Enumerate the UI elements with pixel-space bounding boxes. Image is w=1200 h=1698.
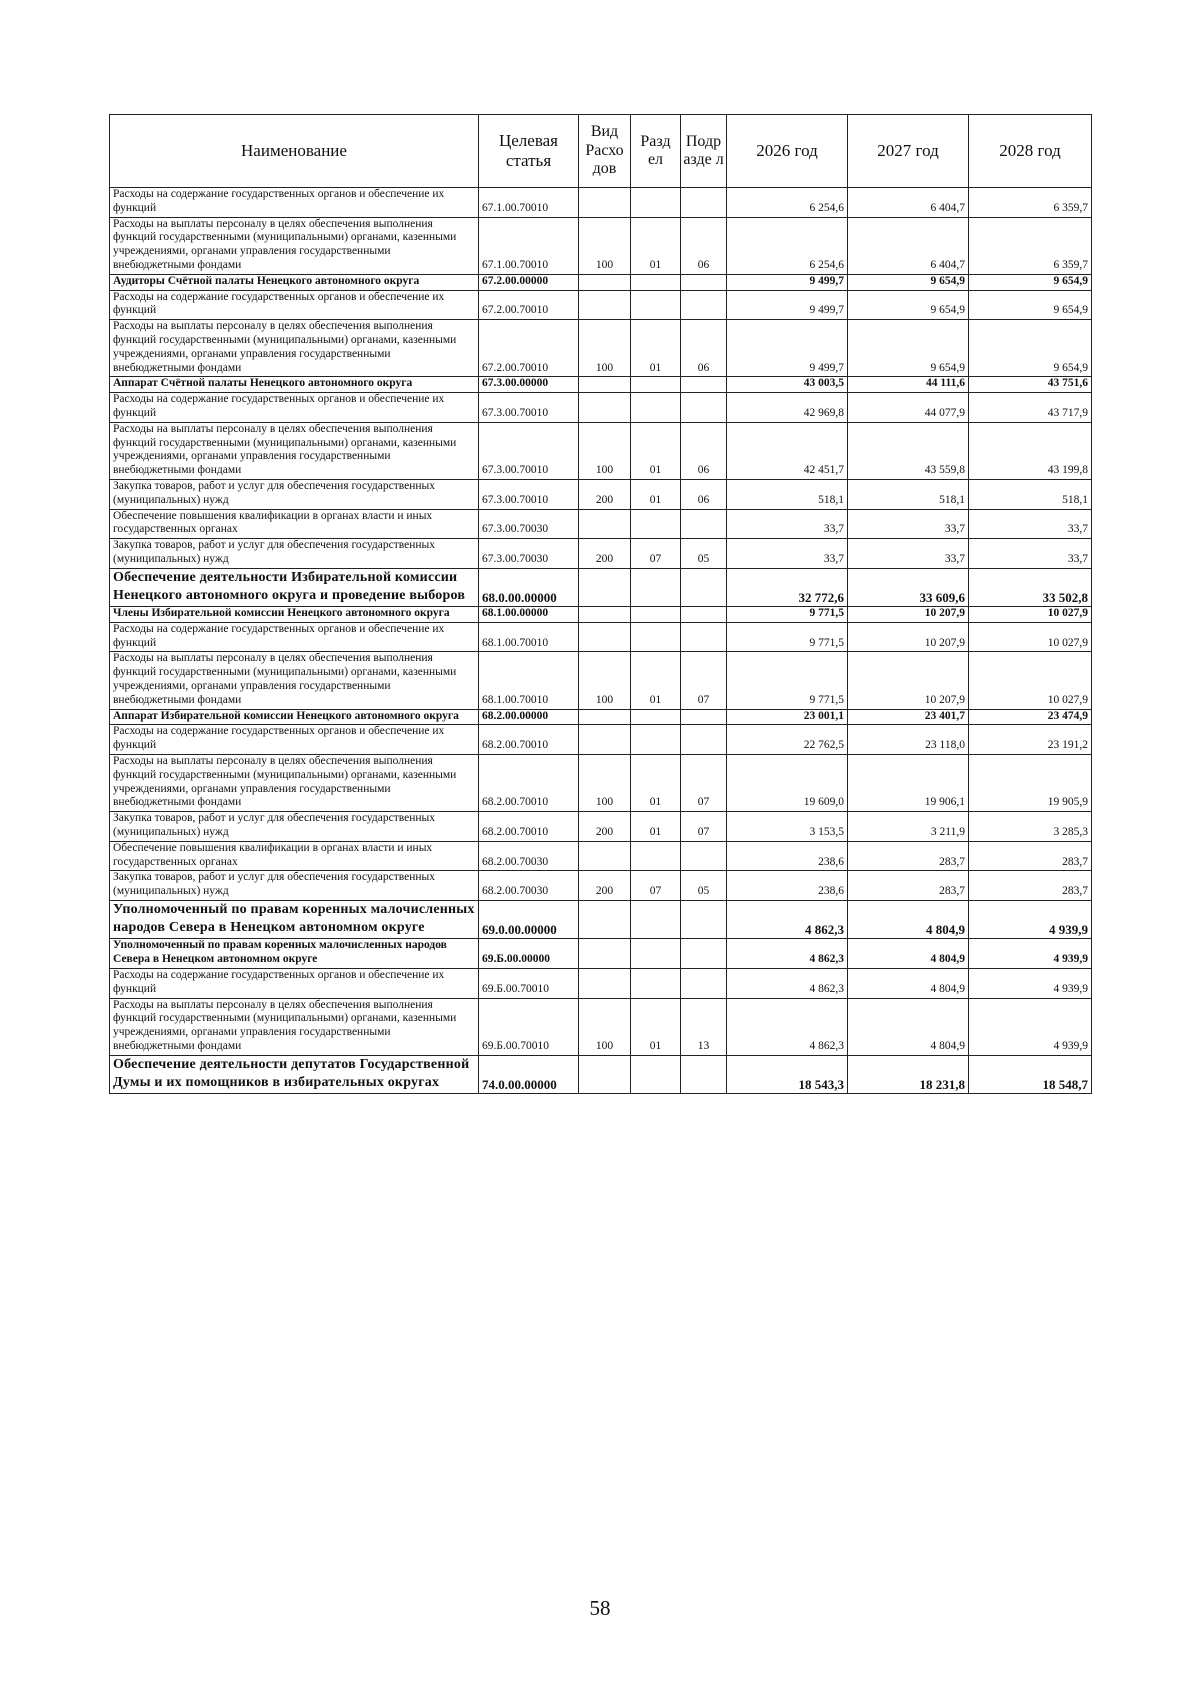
table-row bbox=[110, 568, 1092, 606]
cell-subsection bbox=[681, 725, 727, 755]
cell-name: Обеспечение повышения квалификации в органах власти и иных государственных органах bbox=[110, 509, 479, 539]
cell-section bbox=[631, 274, 681, 290]
cell-2028: 4 939,9 bbox=[969, 939, 1092, 969]
table-row bbox=[110, 725, 1092, 755]
cell-name: Расходы на выплаты персоналу в целях обеспечения выполнения функций государственными (муниципальными) органами, казенными учреждениями, органами управления государственными внебюджетными фондами bbox=[110, 998, 479, 1055]
cell-target: 67.3.00.70010 bbox=[479, 422, 579, 479]
cell-2027: 10 207,9 bbox=[848, 607, 969, 623]
cell-section: 01 bbox=[631, 479, 681, 509]
cell-kind bbox=[579, 274, 631, 290]
table-row bbox=[110, 509, 1092, 539]
cell-name: Закупка товаров, работ и услуг для обеспечения государственных (муниципальных) нужд bbox=[110, 812, 479, 842]
header-target: Целевая статья bbox=[479, 115, 579, 188]
cell-target: 69.0.00.00000 bbox=[479, 901, 579, 939]
cell-2027: 10 207,9 bbox=[848, 622, 969, 652]
cell-2026: 4 862,3 bbox=[727, 939, 848, 969]
cell-2028: 33,7 bbox=[969, 539, 1092, 569]
cell-name: Расходы на выплаты персоналу в целях обеспечения выполнения функций государственными (муниципальными) органами, казенными учреждениями, органами управления государственными внебюджетными фондами bbox=[110, 422, 479, 479]
cell-section bbox=[631, 188, 681, 218]
cell-kind: 100 bbox=[579, 652, 631, 709]
table-header-row bbox=[110, 115, 1092, 188]
table-row bbox=[110, 479, 1092, 509]
cell-kind: 200 bbox=[579, 479, 631, 509]
cell-2026: 6 254,6 bbox=[727, 188, 848, 218]
cell-kind bbox=[579, 901, 631, 939]
cell-subsection: 06 bbox=[681, 422, 727, 479]
cell-2028: 283,7 bbox=[969, 841, 1092, 871]
cell-2028: 6 359,7 bbox=[969, 217, 1092, 274]
cell-kind bbox=[579, 709, 631, 725]
cell-subsection: 07 bbox=[681, 652, 727, 709]
cell-2028: 43 751,6 bbox=[969, 377, 1092, 393]
table-row bbox=[110, 422, 1092, 479]
cell-2027: 9 654,9 bbox=[848, 320, 969, 377]
cell-subsection bbox=[681, 188, 727, 218]
cell-section bbox=[631, 377, 681, 393]
cell-2027: 6 404,7 bbox=[848, 217, 969, 274]
cell-name: Расходы на выплаты персоналу в целях обеспечения выполнения функций государственными (муниципальными) органами, казенными учреждениями, органами управления государственными внебюджетными фондами bbox=[110, 652, 479, 709]
cell-target: 68.0.00.00000 bbox=[479, 568, 579, 606]
cell-section bbox=[631, 607, 681, 623]
cell-2027: 44 077,9 bbox=[848, 393, 969, 423]
table-body bbox=[110, 188, 1092, 1094]
table-row bbox=[110, 622, 1092, 652]
cell-2026: 9 771,5 bbox=[727, 607, 848, 623]
cell-2028: 10 027,9 bbox=[969, 622, 1092, 652]
cell-2026: 42 969,8 bbox=[727, 393, 848, 423]
cell-target: 68.1.00.70010 bbox=[479, 652, 579, 709]
cell-kind bbox=[579, 393, 631, 423]
cell-2028: 43 199,8 bbox=[969, 422, 1092, 479]
cell-target: 68.2.00.70030 bbox=[479, 871, 579, 901]
cell-2027: 4 804,9 bbox=[848, 939, 969, 969]
cell-subsection bbox=[681, 901, 727, 939]
table-row bbox=[110, 274, 1092, 290]
cell-2026: 4 862,3 bbox=[727, 998, 848, 1055]
cell-2027: 44 111,6 bbox=[848, 377, 969, 393]
cell-2026: 33,7 bbox=[727, 539, 848, 569]
cell-subsection: 06 bbox=[681, 479, 727, 509]
cell-name: Расходы на выплаты персоналу в целях обеспечения выполнения функций государственными (муниципальными) органами, казенными учреждениями, органами управления государственными внебюджетными фондами bbox=[110, 217, 479, 274]
cell-target: 74.0.00.00000 bbox=[479, 1055, 579, 1093]
header-2027: 2027 год bbox=[848, 115, 969, 188]
cell-2027: 4 804,9 bbox=[848, 998, 969, 1055]
cell-name: Расходы на содержание государственных органов и обеспечение их функций bbox=[110, 188, 479, 218]
cell-2027: 33 609,6 bbox=[848, 568, 969, 606]
cell-subsection: 06 bbox=[681, 217, 727, 274]
cell-2027: 43 559,8 bbox=[848, 422, 969, 479]
cell-2026: 9 771,5 bbox=[727, 622, 848, 652]
cell-target: 68.1.00.70010 bbox=[479, 622, 579, 652]
cell-target: 67.2.00.70010 bbox=[479, 320, 579, 377]
header-section: Разд ел bbox=[631, 115, 681, 188]
cell-2026: 238,6 bbox=[727, 841, 848, 871]
cell-section bbox=[631, 901, 681, 939]
cell-kind bbox=[579, 509, 631, 539]
table-row bbox=[110, 969, 1092, 999]
cell-kind bbox=[579, 622, 631, 652]
cell-target: 69.Б.00.70010 bbox=[479, 998, 579, 1055]
cell-name: Расходы на выплаты персоналу в целях обеспечения выполнения функций государственными (муниципальными) органами, казенными учреждениями, органами управления государственными внебюджетными фондами bbox=[110, 755, 479, 812]
cell-2027: 3 211,9 bbox=[848, 812, 969, 842]
cell-2028: 6 359,7 bbox=[969, 188, 1092, 218]
cell-2027: 18 231,8 bbox=[848, 1055, 969, 1093]
cell-2028: 43 717,9 bbox=[969, 393, 1092, 423]
cell-2028: 19 905,9 bbox=[969, 755, 1092, 812]
table-row bbox=[110, 812, 1092, 842]
table-row bbox=[110, 320, 1092, 377]
table-row bbox=[110, 607, 1092, 623]
cell-section bbox=[631, 290, 681, 320]
header-2026: 2026 год bbox=[727, 115, 848, 188]
cell-2028: 9 654,9 bbox=[969, 290, 1092, 320]
cell-name: Аудиторы Счётной палаты Ненецкого автономного округа bbox=[110, 274, 479, 290]
cell-section bbox=[631, 509, 681, 539]
table-row bbox=[110, 290, 1092, 320]
cell-2028: 33 502,8 bbox=[969, 568, 1092, 606]
cell-kind bbox=[579, 939, 631, 969]
cell-name: Расходы на содержание государственных органов и обеспечение их функций bbox=[110, 622, 479, 652]
cell-target: 69.Б.00.00000 bbox=[479, 939, 579, 969]
cell-2026: 18 543,3 bbox=[727, 1055, 848, 1093]
table-row bbox=[110, 393, 1092, 423]
table-row bbox=[110, 939, 1092, 969]
cell-2026: 32 772,6 bbox=[727, 568, 848, 606]
cell-target: 68.2.00.70010 bbox=[479, 725, 579, 755]
cell-2026: 19 609,0 bbox=[727, 755, 848, 812]
cell-subsection bbox=[681, 607, 727, 623]
cell-name: Аппарат Избирательной комиссии Ненецкого автономного округа bbox=[110, 709, 479, 725]
cell-kind bbox=[579, 725, 631, 755]
cell-name: Обеспечение деятельности Избирательной комиссии Ненецкого автономного округа и проведение выборов bbox=[110, 568, 479, 606]
cell-section: 07 bbox=[631, 539, 681, 569]
cell-subsection bbox=[681, 393, 727, 423]
cell-name: Закупка товаров, работ и услуг для обеспечения государственных (муниципальных) нужд bbox=[110, 479, 479, 509]
cell-target: 68.2.00.70010 bbox=[479, 755, 579, 812]
cell-2026: 9 771,5 bbox=[727, 652, 848, 709]
cell-section bbox=[631, 622, 681, 652]
header-kind: Вид Расхо дов bbox=[579, 115, 631, 188]
table-row bbox=[110, 901, 1092, 939]
cell-target: 67.3.00.70030 bbox=[479, 509, 579, 539]
header-name: Наименование bbox=[110, 115, 479, 188]
cell-target: 69.Б.00.70010 bbox=[479, 969, 579, 999]
table-row bbox=[110, 377, 1092, 393]
cell-2028: 10 027,9 bbox=[969, 652, 1092, 709]
table-row bbox=[110, 871, 1092, 901]
cell-2027: 23 118,0 bbox=[848, 725, 969, 755]
cell-2028: 23 191,2 bbox=[969, 725, 1092, 755]
cell-2027: 283,7 bbox=[848, 871, 969, 901]
table-row bbox=[110, 217, 1092, 274]
cell-kind bbox=[579, 1055, 631, 1093]
cell-2026: 518,1 bbox=[727, 479, 848, 509]
cell-section: 01 bbox=[631, 320, 681, 377]
cell-2027: 283,7 bbox=[848, 841, 969, 871]
cell-subsection bbox=[681, 939, 727, 969]
cell-kind bbox=[579, 607, 631, 623]
table-row bbox=[110, 652, 1092, 709]
table-row bbox=[110, 841, 1092, 871]
cell-kind bbox=[579, 290, 631, 320]
cell-2027: 33,7 bbox=[848, 539, 969, 569]
cell-2027: 4 804,9 bbox=[848, 901, 969, 939]
cell-kind: 100 bbox=[579, 422, 631, 479]
budget-table bbox=[109, 114, 1092, 1094]
table-row bbox=[110, 188, 1092, 218]
cell-2026: 23 001,1 bbox=[727, 709, 848, 725]
cell-2027: 23 401,7 bbox=[848, 709, 969, 725]
cell-subsection bbox=[681, 568, 727, 606]
cell-section bbox=[631, 969, 681, 999]
cell-target: 67.3.00.70010 bbox=[479, 479, 579, 509]
cell-target: 67.1.00.70010 bbox=[479, 217, 579, 274]
cell-kind: 200 bbox=[579, 539, 631, 569]
cell-section: 01 bbox=[631, 755, 681, 812]
cell-name: Закупка товаров, работ и услуг для обеспечения государственных (муниципальных) нужд bbox=[110, 539, 479, 569]
cell-name: Аппарат Счётной палаты Ненецкого автономного округа bbox=[110, 377, 479, 393]
cell-subsection bbox=[681, 622, 727, 652]
cell-2028: 33,7 bbox=[969, 509, 1092, 539]
cell-subsection bbox=[681, 509, 727, 539]
cell-target: 68.1.00.00000 bbox=[479, 607, 579, 623]
cell-subsection bbox=[681, 290, 727, 320]
cell-section: 07 bbox=[631, 871, 681, 901]
page-number: 58 bbox=[589, 1596, 611, 1620]
cell-section: 01 bbox=[631, 422, 681, 479]
cell-target: 68.2.00.70010 bbox=[479, 812, 579, 842]
cell-2026: 9 499,7 bbox=[727, 290, 848, 320]
cell-kind bbox=[579, 841, 631, 871]
cell-2028: 23 474,9 bbox=[969, 709, 1092, 725]
cell-name: Расходы на содержание государственных органов и обеспечение их функций bbox=[110, 725, 479, 755]
cell-subsection bbox=[681, 377, 727, 393]
table-row bbox=[110, 539, 1092, 569]
cell-subsection: 05 bbox=[681, 539, 727, 569]
header-2028: 2028 год bbox=[969, 115, 1092, 188]
cell-kind: 100 bbox=[579, 998, 631, 1055]
cell-2027: 9 654,9 bbox=[848, 274, 969, 290]
cell-2027: 6 404,7 bbox=[848, 188, 969, 218]
cell-name: Уполномоченный по правам коренных малочисленных народов Севера в Ненецком автономном округе bbox=[110, 901, 479, 939]
cell-name: Закупка товаров, работ и услуг для обеспечения государственных (муниципальных) нужд bbox=[110, 871, 479, 901]
cell-section: 01 bbox=[631, 217, 681, 274]
table-row bbox=[110, 998, 1092, 1055]
cell-kind bbox=[579, 188, 631, 218]
cell-2027: 19 906,1 bbox=[848, 755, 969, 812]
cell-section bbox=[631, 841, 681, 871]
cell-section bbox=[631, 725, 681, 755]
cell-subsection bbox=[681, 274, 727, 290]
cell-2028: 9 654,9 bbox=[969, 320, 1092, 377]
cell-2026: 22 762,5 bbox=[727, 725, 848, 755]
cell-kind: 200 bbox=[579, 812, 631, 842]
cell-subsection bbox=[681, 841, 727, 871]
cell-kind: 200 bbox=[579, 871, 631, 901]
cell-target: 67.3.00.70010 bbox=[479, 393, 579, 423]
cell-name: Расходы на содержание государственных органов и обеспечение их функций bbox=[110, 290, 479, 320]
cell-2028: 4 939,9 bbox=[969, 969, 1092, 999]
cell-target: 67.3.00.70030 bbox=[479, 539, 579, 569]
cell-2026: 33,7 bbox=[727, 509, 848, 539]
cell-2026: 43 003,5 bbox=[727, 377, 848, 393]
cell-target: 67.1.00.70010 bbox=[479, 188, 579, 218]
cell-2028: 18 548,7 bbox=[969, 1055, 1092, 1093]
cell-subsection bbox=[681, 1055, 727, 1093]
cell-target: 68.2.00.00000 bbox=[479, 709, 579, 725]
cell-name: Уполномоченный по правам коренных малочисленных народов Севера в Ненецком автономном округе bbox=[110, 939, 479, 969]
cell-2027: 10 207,9 bbox=[848, 652, 969, 709]
cell-kind bbox=[579, 969, 631, 999]
cell-section bbox=[631, 709, 681, 725]
cell-section bbox=[631, 393, 681, 423]
cell-section: 01 bbox=[631, 652, 681, 709]
cell-2027: 33,7 bbox=[848, 509, 969, 539]
cell-subsection: 07 bbox=[681, 755, 727, 812]
cell-subsection: 13 bbox=[681, 998, 727, 1055]
cell-target: 67.2.00.00000 bbox=[479, 274, 579, 290]
cell-2026: 9 499,7 bbox=[727, 320, 848, 377]
cell-section bbox=[631, 1055, 681, 1093]
cell-target: 67.3.00.00000 bbox=[479, 377, 579, 393]
cell-subsection: 05 bbox=[681, 871, 727, 901]
cell-name: Обеспечение деятельности депутатов Государственной Думы и их помощников в избирательных округах bbox=[110, 1055, 479, 1093]
cell-target: 67.2.00.70010 bbox=[479, 290, 579, 320]
table-row bbox=[110, 709, 1092, 725]
cell-2026: 238,6 bbox=[727, 871, 848, 901]
cell-target: 68.2.00.70030 bbox=[479, 841, 579, 871]
cell-2028: 4 939,9 bbox=[969, 901, 1092, 939]
cell-2026: 4 862,3 bbox=[727, 901, 848, 939]
cell-subsection: 06 bbox=[681, 320, 727, 377]
cell-2027: 9 654,9 bbox=[848, 290, 969, 320]
cell-name: Расходы на выплаты персоналу в целях обеспечения выполнения функций государственными (муниципальными) органами, казенными учреждениями, органами управления государственными внебюджетными фондами bbox=[110, 320, 479, 377]
cell-subsection bbox=[681, 969, 727, 999]
cell-kind bbox=[579, 568, 631, 606]
cell-2028: 518,1 bbox=[969, 479, 1092, 509]
header-subsection: Подр азде л bbox=[681, 115, 727, 188]
cell-section: 01 bbox=[631, 812, 681, 842]
cell-kind: 100 bbox=[579, 320, 631, 377]
cell-2026: 9 499,7 bbox=[727, 274, 848, 290]
cell-name: Расходы на содержание государственных органов и обеспечение их функций bbox=[110, 393, 479, 423]
cell-2028: 9 654,9 bbox=[969, 274, 1092, 290]
cell-2028: 10 027,9 bbox=[969, 607, 1092, 623]
cell-subsection bbox=[681, 709, 727, 725]
cell-name: Члены Избирательной комиссии Ненецкого автономного округа bbox=[110, 607, 479, 623]
cell-2026: 42 451,7 bbox=[727, 422, 848, 479]
cell-2028: 283,7 bbox=[969, 871, 1092, 901]
cell-2027: 518,1 bbox=[848, 479, 969, 509]
cell-2026: 4 862,3 bbox=[727, 969, 848, 999]
cell-subsection: 07 bbox=[681, 812, 727, 842]
cell-name: Расходы на содержание государственных органов и обеспечение их функций bbox=[110, 969, 479, 999]
table-row bbox=[110, 755, 1092, 812]
cell-2026: 6 254,6 bbox=[727, 217, 848, 274]
table-row bbox=[110, 1055, 1092, 1093]
cell-kind: 100 bbox=[579, 217, 631, 274]
cell-2028: 3 285,3 bbox=[969, 812, 1092, 842]
cell-2027: 4 804,9 bbox=[848, 969, 969, 999]
cell-name: Обеспечение повышения квалификации в органах власти и иных государственных органах bbox=[110, 841, 479, 871]
cell-2028: 4 939,9 bbox=[969, 998, 1092, 1055]
cell-kind: 100 bbox=[579, 755, 631, 812]
cell-section bbox=[631, 939, 681, 969]
cell-section bbox=[631, 568, 681, 606]
cell-2026: 3 153,5 bbox=[727, 812, 848, 842]
cell-kind bbox=[579, 377, 631, 393]
cell-section: 01 bbox=[631, 998, 681, 1055]
